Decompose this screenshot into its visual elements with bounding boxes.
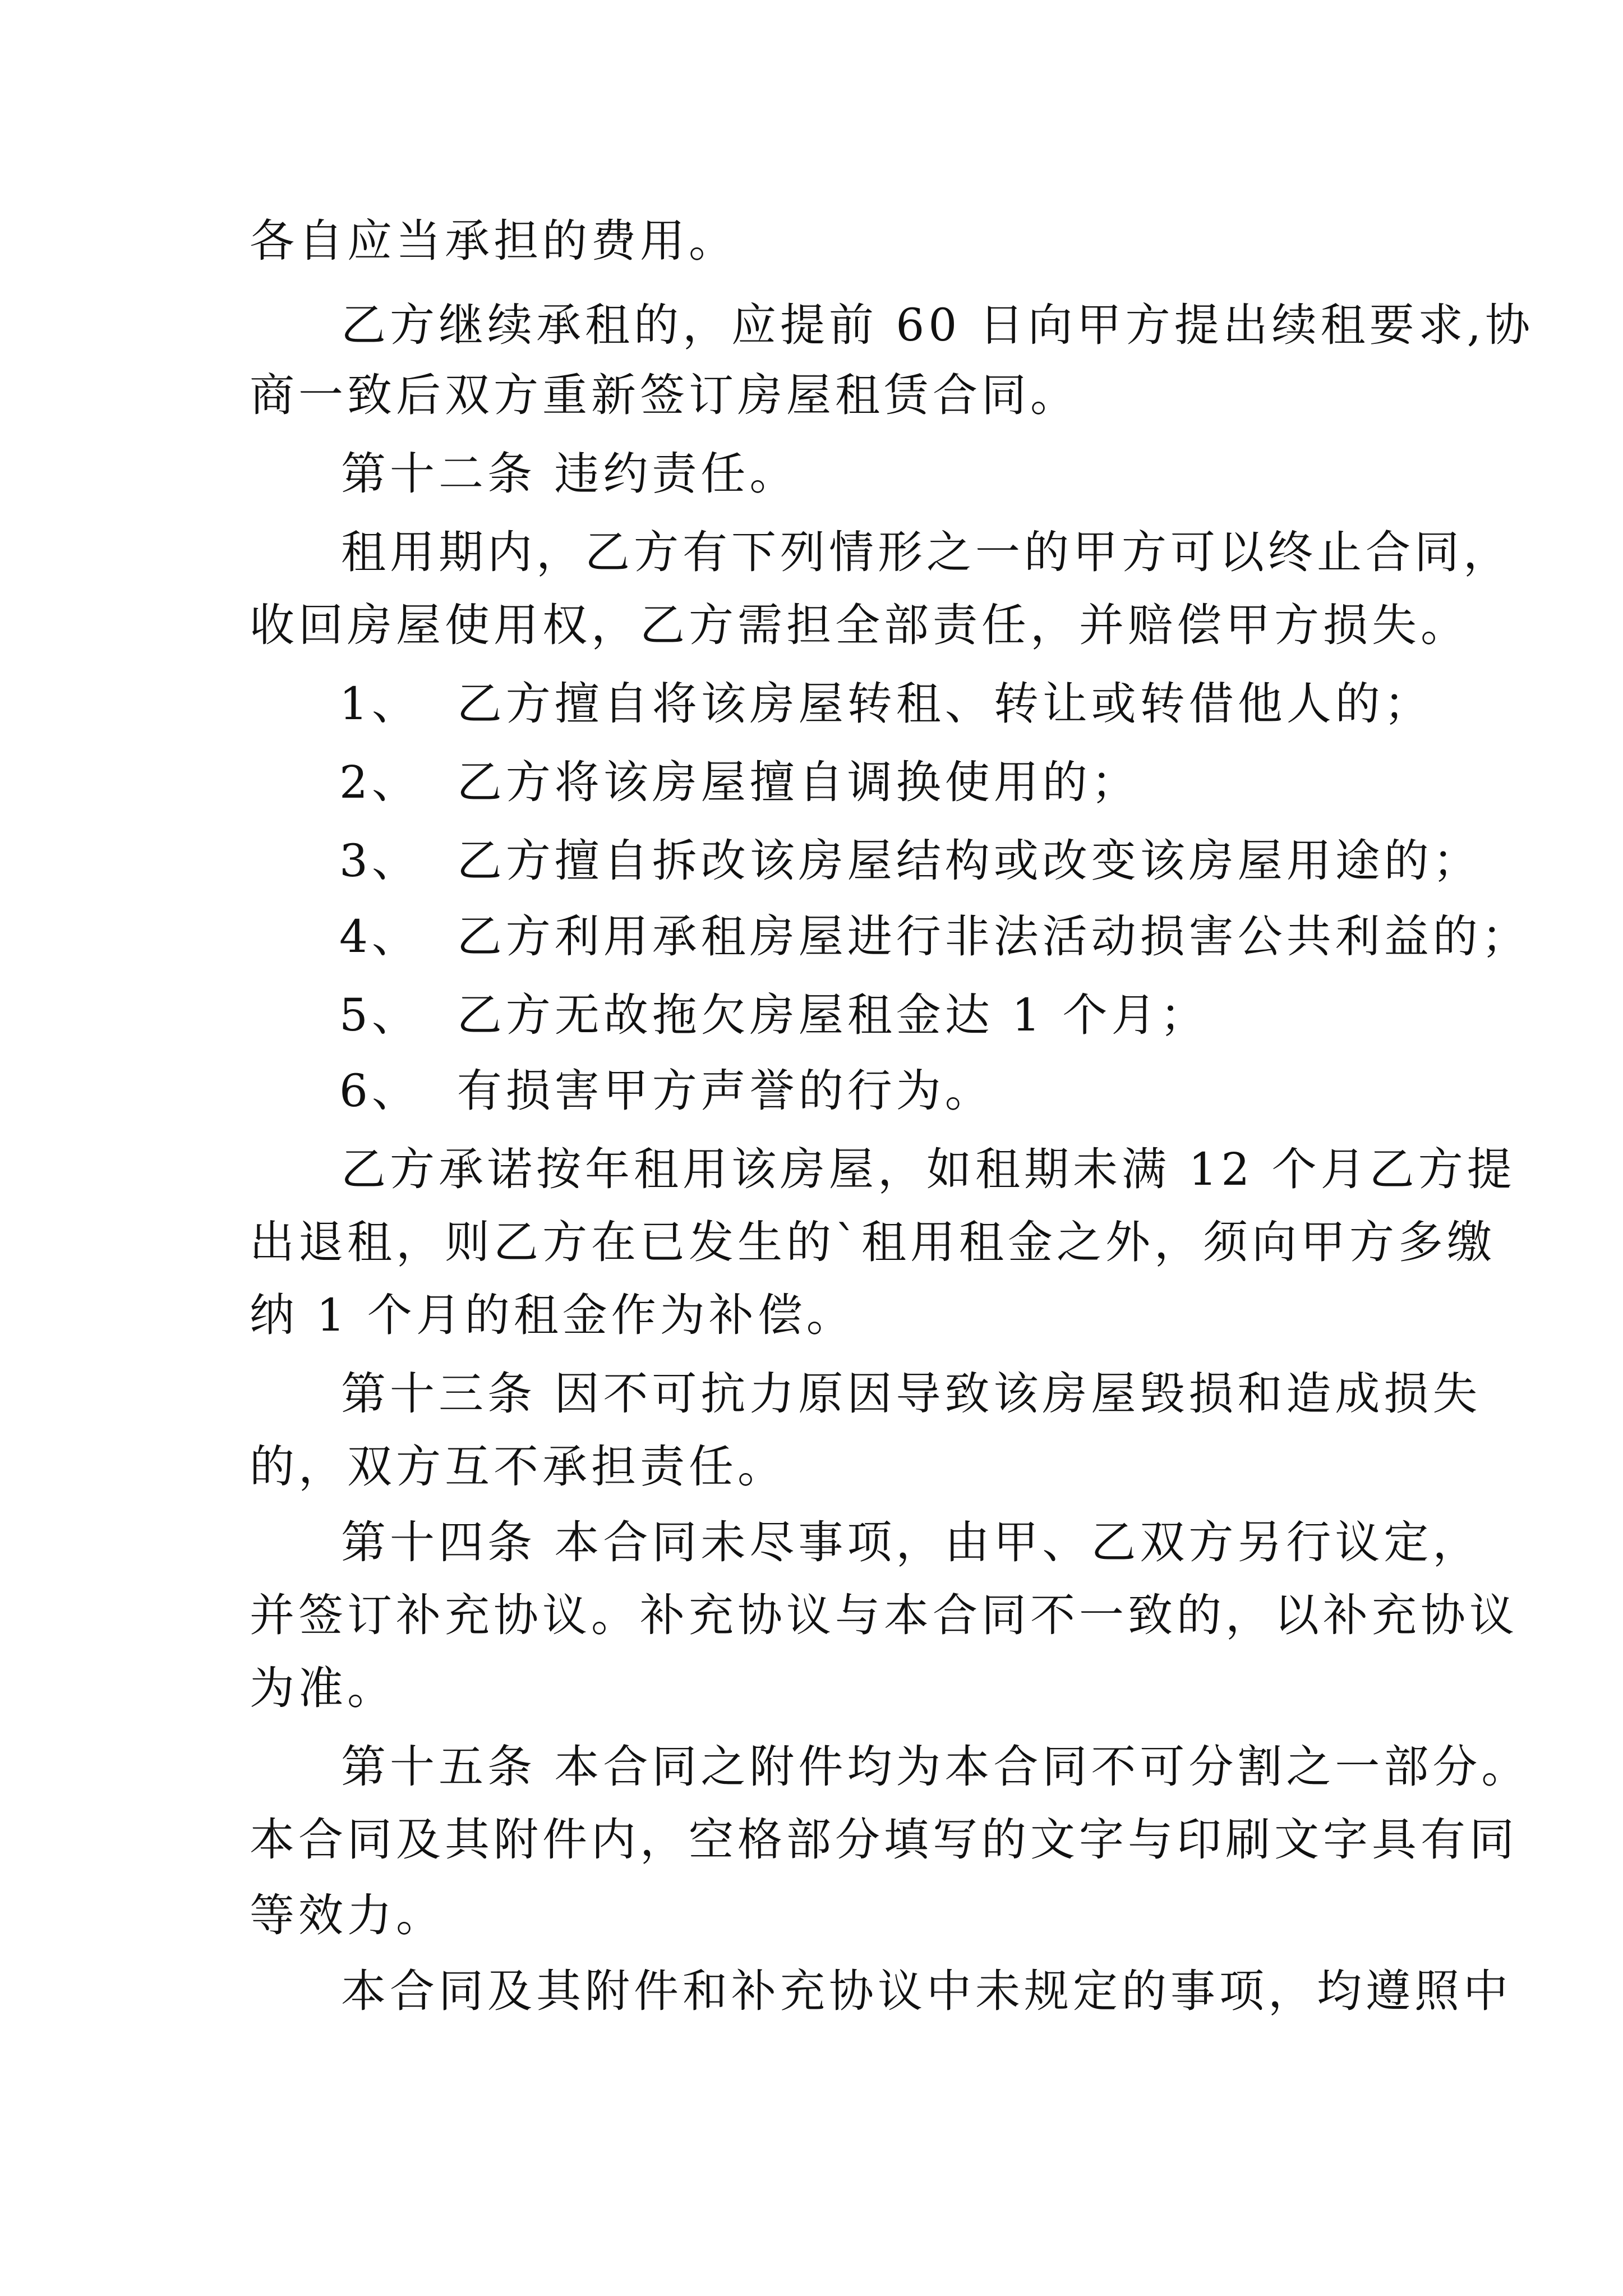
text-line: 乙方继续承租的，应提前 60 日向甲方提出续租要求,协 [341, 299, 1534, 351]
text-line: 第十三条 因不可抗力原因导致该房屋毁损和造成损失 [341, 1368, 1482, 1420]
list-item: 1、 乙方擅自将该房屋转租、转让或转借他人的； [339, 678, 1433, 730]
text-line: 租用期内，乙方有下列情形之一的甲方可以终止合同， [341, 526, 1512, 578]
list-item: 4、 乙方利用承租房屋进行非法活动损害公共利益的； [339, 910, 1530, 963]
text-line: 商一致后双方重新签订房屋租赁合同。 [250, 369, 1079, 421]
text-line: 纳 1 个月的租金作为补偿。 [250, 1289, 855, 1341]
text-line: 并签订补充协议。补充协议与本合同不一致的，以补充协议 [250, 1589, 1518, 1641]
text-line: 第十四条 本合同未尽事项，由甲、乙双方另行议定， [341, 1516, 1482, 1568]
text-line: 收回房屋使用权，乙方需担全部责任，并赔偿甲方损失。 [250, 599, 1469, 651]
text-line: 本合同及其附件和补充协议中未规定的事项，均遵照中 [341, 1965, 1512, 2017]
list-item: 5、 乙方无故拖欠房屋租金达 1 个月； [339, 989, 1209, 1041]
text-line: 等效力。 [250, 1889, 445, 1941]
text-line: 第十五条 本合同之附件均为本合同不可分割之一部分。 [341, 1741, 1530, 1793]
text-line: 出退租，则乙方在已发生的`租用租金之外，须向甲方多缴 [250, 1216, 1496, 1268]
text-line: 为准。 [250, 1662, 396, 1714]
text-line: 的，双方互不承担责任。 [250, 1441, 786, 1493]
list-item: 3、 乙方擅自拆改该房屋结构或改变该房屋用途的； [339, 835, 1482, 887]
text-line: 本合同及其附件内，空格部分填写的文字与印刷文字具有同 [250, 1814, 1518, 1866]
text-line: 乙方承诺按年租用该房屋，如租期未满 12 个月乙方提 [341, 1143, 1516, 1195]
list-item: 6、 有损害甲方声誉的行为。 [339, 1065, 994, 1117]
list-item: 2、 乙方将该房屋擅自调换使用的； [339, 756, 1140, 808]
text-line: 各自应当承担的费用。 [250, 215, 737, 267]
text-line: 第十二条 违约责任。 [341, 448, 799, 500]
